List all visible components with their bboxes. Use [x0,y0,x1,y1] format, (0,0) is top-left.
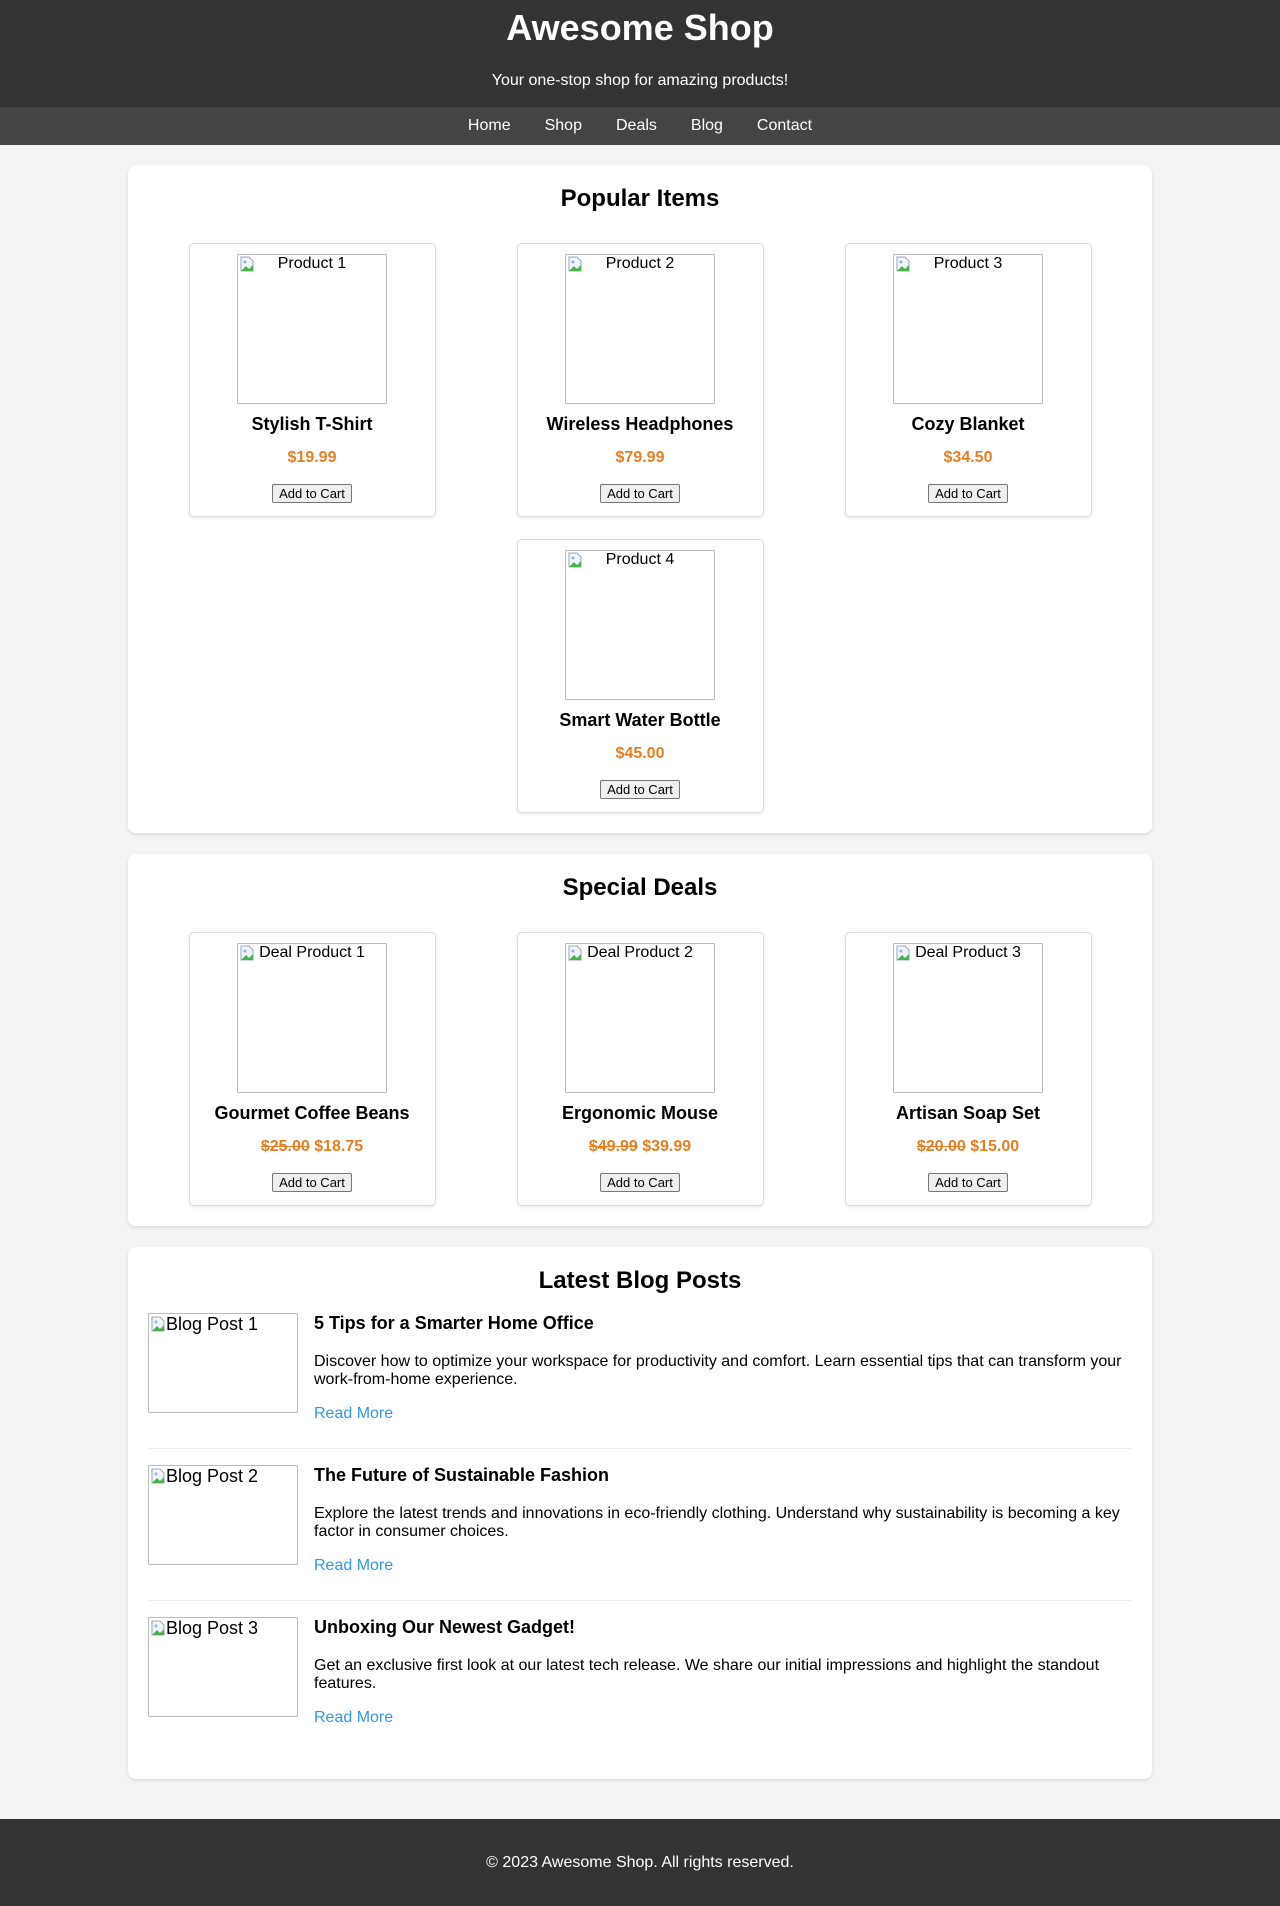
main-nav [0,107,1280,145]
add-to-cart-button[interactable]: Add to Cart [272,1173,352,1192]
image-alt-text: Product 4 [605,551,675,568]
sale-price: $18.75 [314,1138,364,1155]
product-card [189,243,436,517]
broken-image-icon [895,256,911,272]
blog-excerpt: Explore the latest trends and innovations in eco-friendly clothing. Understand why sustainability is becoming a key factor in consumer choices. [314,1505,1120,1540]
blog-content [314,1465,1132,1575]
sale-price: $15.00 [970,1138,1020,1155]
product-image [565,550,715,700]
blog-image [148,1617,298,1717]
deal-card [189,932,436,1206]
product-image [893,254,1043,404]
blog-content [314,1313,1132,1423]
product-name: Gourmet Coffee Beans [214,1103,410,1123]
add-to-cart-button[interactable]: Add to Cart [600,484,680,503]
blog-section [128,1247,1152,1779]
image-alt-text: Product 1 [277,255,347,272]
broken-image-icon [567,552,583,568]
product-name: Cozy Blanket [911,414,1025,434]
product-image [565,943,715,1093]
blog-list [148,1313,1132,1759]
product-card [517,539,764,813]
broken-image-icon [150,1620,166,1636]
broken-image-icon [567,945,583,961]
read-more-link[interactable]: Read More [314,1557,394,1574]
deal-price [518,1138,763,1156]
section-title: Popular Items [560,185,720,212]
blog-title: The Future of Sustainable Fashion [314,1465,610,1485]
image-alt-text: Deal Product 1 [259,944,365,961]
site-header [0,0,1280,107]
broken-image-icon [567,256,583,272]
main-content [128,165,1152,1779]
site-title: Awesome Shop [506,7,774,48]
image-alt-text: Product 2 [605,255,675,272]
product-name: Stylish T-Shirt [251,414,373,434]
product-price: $79.99 [615,449,665,466]
deal-card [845,932,1092,1206]
image-alt-text: Product 3 [933,255,1003,272]
read-more-link[interactable]: Read More [314,1709,394,1726]
image-alt-text: Blog Post 3 [166,1618,259,1638]
special-deals-section [128,854,1152,1226]
blog-title: 5 Tips for a Smarter Home Office [314,1313,594,1333]
add-to-cart-button[interactable]: Add to Cart [600,1173,680,1192]
product-price: $45.00 [615,745,665,762]
blog-title: Unboxing Our Newest Gadget! [314,1617,576,1637]
product-name: Artisan Soap Set [895,1103,1041,1123]
nav-deals[interactable]: Deals [615,117,657,134]
nav-contact[interactable]: Contact [756,117,813,134]
product-name: Smart Water Bottle [559,710,721,730]
broken-image-icon [150,1468,166,1484]
product-image [237,254,387,404]
product-name: Ergonomic Mouse [561,1103,718,1123]
product-image [237,943,387,1093]
add-to-cart-button[interactable]: Add to Cart [272,484,352,503]
deal-price [190,1138,435,1156]
broken-image-icon [239,256,255,272]
add-to-cart-button[interactable]: Add to Cart [928,484,1008,503]
blog-image [148,1465,298,1565]
original-price: $25.00 [260,1138,310,1155]
original-price: $49.99 [588,1138,638,1155]
deal-grid [148,932,1132,1206]
image-alt-text: Deal Product 2 [587,944,693,961]
site-tagline: Your one-stop shop for amazing products! [491,72,789,89]
image-alt-text: Deal Product 3 [915,944,1021,961]
popular-items-section [128,165,1152,833]
product-image [893,943,1043,1093]
nav-blog[interactable]: Blog [690,117,723,134]
product-name: Wireless Headphones [546,414,734,434]
blog-post [148,1313,1132,1449]
site-footer [0,1819,1280,1906]
deal-price [846,1138,1091,1156]
read-more-link[interactable]: Read More [314,1405,394,1422]
image-alt-text: Blog Post 1 [166,1314,259,1334]
sale-price: $39.99 [642,1138,692,1155]
section-title: Latest Blog Posts [538,1267,742,1294]
blog-content [314,1617,1132,1727]
section-title: Special Deals [562,874,718,901]
blog-excerpt: Get an exclusive first look at our latest tech release. We share our initial impressions and highlight the standout features. [314,1657,1100,1692]
product-card [517,243,764,517]
broken-image-icon [895,945,911,961]
broken-image-icon [150,1316,166,1332]
product-grid [148,243,1132,813]
blog-post [148,1617,1132,1759]
copyright-text: © 2023 Awesome Shop. All rights reserved. [486,1853,794,1871]
nav-home[interactable]: Home [467,117,511,134]
product-card [845,243,1092,517]
blog-image [148,1313,298,1413]
add-to-cart-button[interactable]: Add to Cart [600,780,680,799]
image-alt-text: Blog Post 2 [166,1466,259,1486]
deal-card [517,932,764,1206]
original-price: $20.00 [916,1138,966,1155]
product-price: $34.50 [943,449,993,466]
product-image [565,254,715,404]
blog-post [148,1465,1132,1601]
blog-excerpt: Discover how to optimize your workspace for productivity and comfort. Learn essential tips that can transform your work-from-home experience. [314,1353,1122,1388]
broken-image-icon [239,945,255,961]
nav-shop[interactable]: Shop [544,117,582,134]
product-price: $19.99 [287,449,337,466]
add-to-cart-button[interactable]: Add to Cart [928,1173,1008,1192]
